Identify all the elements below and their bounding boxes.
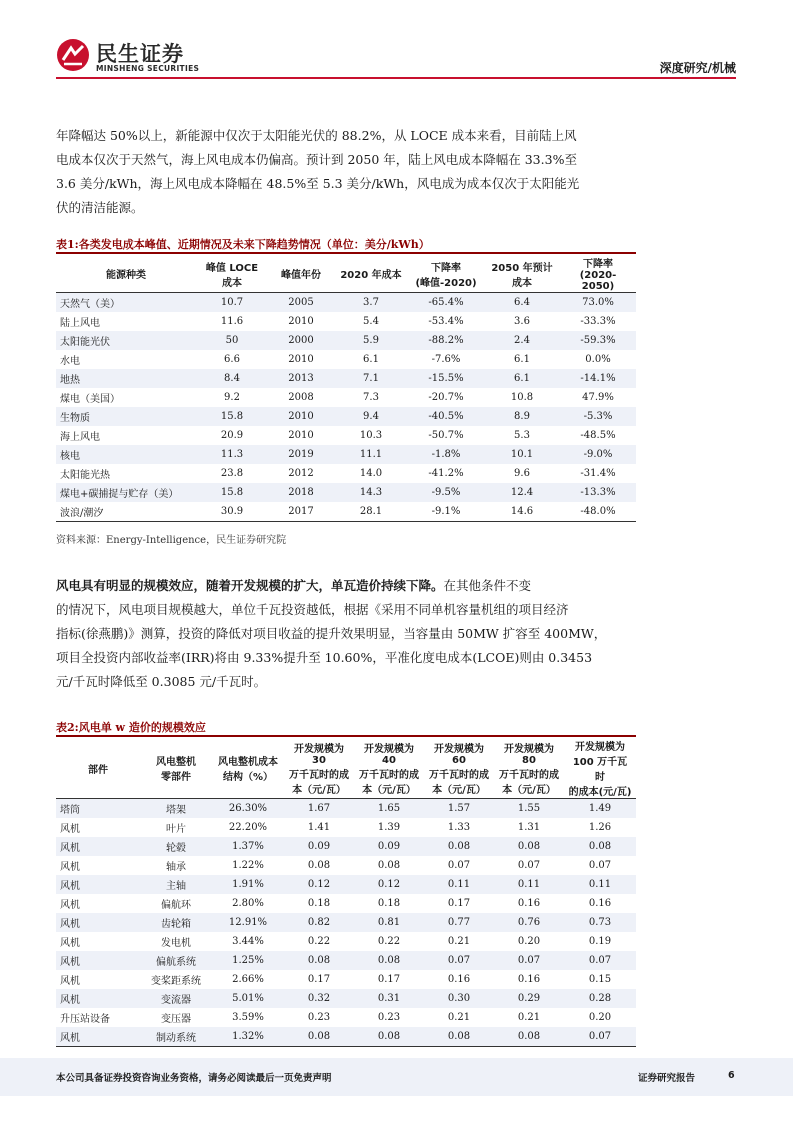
table-cell: -9.1% bbox=[408, 502, 484, 522]
table-cell: 0.20 bbox=[564, 1008, 636, 1027]
table-cell: 0.82 bbox=[284, 913, 354, 932]
table-cell: 风机 bbox=[56, 856, 140, 875]
table-cell: 14.3 bbox=[334, 483, 408, 502]
table-cell: 0.0% bbox=[560, 350, 636, 369]
table-cell: 47.9% bbox=[560, 388, 636, 407]
table-cell: 6.4 bbox=[484, 293, 560, 313]
table-cell: 0.19 bbox=[564, 932, 636, 951]
table-cell: 0.12 bbox=[354, 875, 424, 894]
table-cell: -88.2% bbox=[408, 331, 484, 350]
logo-text-cn: 民生证券 bbox=[96, 42, 184, 66]
table-cell: 3.7 bbox=[334, 293, 408, 313]
table-cell: 0.07 bbox=[494, 856, 564, 875]
table-cell: -13.3% bbox=[560, 483, 636, 502]
table-cell: 2008 bbox=[268, 388, 334, 407]
table-cell: -40.5% bbox=[408, 407, 484, 426]
table-cell: 28.1 bbox=[334, 502, 408, 522]
paragraph-line: 项目全投资内部收益率(IRR)将由 9.33%提升至 10.60%，平准化度电成本(LCOE)则由 0.3453 bbox=[56, 650, 593, 665]
table-cell: -33.3% bbox=[560, 312, 636, 331]
table-cell: 0.08 bbox=[284, 856, 354, 875]
table-cell: 2012 bbox=[268, 464, 334, 483]
table1-top-rule bbox=[56, 252, 636, 254]
table1-title: 表1:各类发电成本峰值、近期情况及未来下降趋势情况（单位：美分/kWh） bbox=[56, 238, 430, 251]
table-cell: 6.1 bbox=[484, 350, 560, 369]
table2-title: 表2:风电单 w 造价的规模效应 bbox=[56, 721, 206, 734]
page-number: 6 bbox=[728, 1070, 735, 1081]
table2-header: 风电整机 零部件 bbox=[140, 738, 212, 799]
table-cell: 6.6 bbox=[196, 350, 268, 369]
table-cell: 14.6 bbox=[484, 502, 560, 522]
table-cell: 风机 bbox=[56, 818, 140, 837]
table-cell: 太阳能光伏 bbox=[56, 331, 196, 350]
table-row bbox=[56, 331, 636, 350]
table2-top-rule bbox=[56, 735, 636, 737]
table-cell: 0.21 bbox=[424, 1008, 494, 1027]
table-cell: 偏航系统 bbox=[140, 951, 212, 970]
table-cell: 0.22 bbox=[354, 932, 424, 951]
table-row bbox=[56, 388, 636, 407]
table2-header: 开发规模为 40 万千瓦时的成 本（元/瓦） bbox=[354, 738, 424, 799]
table-cell: 10.8 bbox=[484, 388, 560, 407]
table-cell: 风机 bbox=[56, 837, 140, 856]
table-cell: 14.0 bbox=[334, 464, 408, 483]
table-cell: 0.09 bbox=[284, 837, 354, 856]
table-row bbox=[56, 502, 636, 522]
table-cell: 水电 bbox=[56, 350, 196, 369]
table-cell: 6.1 bbox=[484, 369, 560, 388]
scale-paragraph bbox=[56, 574, 612, 694]
table-cell: 0.07 bbox=[564, 1027, 636, 1047]
table-cell: 0.22 bbox=[284, 932, 354, 951]
page-header bbox=[0, 0, 793, 80]
table-cell: 风机 bbox=[56, 1027, 140, 1047]
table-cell: 叶片 bbox=[140, 818, 212, 837]
paragraph-lead: 风电具有明显的规模效应，随着开发规模的扩大，单瓦造价持续下降。 bbox=[56, 578, 444, 593]
table-cell: 0.12 bbox=[284, 875, 354, 894]
table-row bbox=[56, 312, 636, 331]
table1-header: 能源种类 bbox=[56, 255, 196, 293]
table-cell: 煤电+碳捕捉与贮存（美） bbox=[56, 483, 196, 502]
table-cell: 0.17 bbox=[354, 970, 424, 989]
table-cell: 0.16 bbox=[424, 970, 494, 989]
table-cell: 天然气（美） bbox=[56, 293, 196, 313]
table-cell: 齿轮箱 bbox=[140, 913, 212, 932]
table-cell: 偏航环 bbox=[140, 894, 212, 913]
table-cell: 0.28 bbox=[564, 989, 636, 1008]
table-cell: 0.16 bbox=[564, 894, 636, 913]
table-cell: 2013 bbox=[268, 369, 334, 388]
table1-source: 资料来源：Energy-Intelligence，民生证券研究院 bbox=[56, 535, 287, 546]
table-cell: 陆上风电 bbox=[56, 312, 196, 331]
table-cell: 20.9 bbox=[196, 426, 268, 445]
table-cell: 1.33 bbox=[424, 818, 494, 837]
table-cell: 50 bbox=[196, 331, 268, 350]
table-cell: 风机 bbox=[56, 875, 140, 894]
table-row bbox=[56, 426, 636, 445]
table-row bbox=[56, 837, 636, 856]
paragraph-line: 指标(徐燕鹏)》测算，投资的降低对项目收益的提升效果明显，当容量由 50MW 扩容至 400MW， bbox=[56, 626, 607, 641]
table-cell: 9.4 bbox=[334, 407, 408, 426]
table-cell: 0.08 bbox=[424, 1027, 494, 1047]
table-cell: 0.30 bbox=[424, 989, 494, 1008]
table-cell: 核电 bbox=[56, 445, 196, 464]
table-cell: 0.20 bbox=[494, 932, 564, 951]
table-cell: 塔筒 bbox=[56, 799, 140, 819]
table-cell: 1.25% bbox=[212, 951, 284, 970]
table1-header: 2020 年成本 bbox=[334, 255, 408, 293]
table-cell: 1.22% bbox=[212, 856, 284, 875]
table-cell: 0.08 bbox=[424, 837, 494, 856]
table-row bbox=[56, 913, 636, 932]
table-cell: 2010 bbox=[268, 407, 334, 426]
table-cell: 轮毂 bbox=[140, 837, 212, 856]
table-cell: -48.0% bbox=[560, 502, 636, 522]
table-cell: 制动系统 bbox=[140, 1027, 212, 1047]
section-label: 深度研究/机械 bbox=[659, 61, 736, 75]
table-row bbox=[56, 1027, 636, 1047]
table-cell: 1.41 bbox=[284, 818, 354, 837]
table-cell: -65.4% bbox=[408, 293, 484, 313]
table-cell: 1.26 bbox=[564, 818, 636, 837]
table-cell: -14.1% bbox=[560, 369, 636, 388]
table-cell: 0.08 bbox=[284, 951, 354, 970]
paragraph-line: 的情况下，风电项目规模越大，单位千瓦投资越低，根据《采用不同单机容量机组的项目经济 bbox=[56, 602, 569, 617]
table-cell: -50.7% bbox=[408, 426, 484, 445]
table-cell: 0.08 bbox=[354, 951, 424, 970]
table-row bbox=[56, 970, 636, 989]
table-row bbox=[56, 445, 636, 464]
table1-header: 2050 年预计 成本 bbox=[484, 255, 560, 293]
cost-table bbox=[56, 255, 636, 522]
table1-header: 峰值年份 bbox=[268, 255, 334, 293]
table-row bbox=[56, 799, 636, 819]
table-cell: 0.18 bbox=[354, 894, 424, 913]
table-row bbox=[56, 483, 636, 502]
table-cell: 3.44% bbox=[212, 932, 284, 951]
table-row bbox=[56, 932, 636, 951]
table-cell: 10.3 bbox=[334, 426, 408, 445]
table-cell: 12.4 bbox=[484, 483, 560, 502]
table-cell: 0.73 bbox=[564, 913, 636, 932]
table2-header: 开发规模为 60 万千瓦时的成 本（元/瓦） bbox=[424, 738, 494, 799]
table-cell: -5.3% bbox=[560, 407, 636, 426]
table-cell: 1.49 bbox=[564, 799, 636, 819]
table-cell: 11.3 bbox=[196, 445, 268, 464]
table-cell: 5.9 bbox=[334, 331, 408, 350]
table2-header: 风电整机成本 结构（%） bbox=[212, 738, 284, 799]
table-cell: 73.0% bbox=[560, 293, 636, 313]
table-cell: 0.11 bbox=[494, 875, 564, 894]
table-cell: 0.08 bbox=[564, 837, 636, 856]
table-cell: 地热 bbox=[56, 369, 196, 388]
table-cell: 10.1 bbox=[484, 445, 560, 464]
table-cell: 风机 bbox=[56, 989, 140, 1008]
table-cell: 1.31 bbox=[494, 818, 564, 837]
table-cell: 海上风电 bbox=[56, 426, 196, 445]
table-row bbox=[56, 894, 636, 913]
table-row bbox=[56, 293, 636, 313]
paragraph-line: 伏的清洁能源。 bbox=[56, 200, 144, 215]
table-cell: 5.01% bbox=[212, 989, 284, 1008]
table-cell: 12.91% bbox=[212, 913, 284, 932]
table-cell: 23.8 bbox=[196, 464, 268, 483]
table-cell: 8.9 bbox=[484, 407, 560, 426]
table-cell: 风机 bbox=[56, 970, 140, 989]
table-cell: 3.6 bbox=[484, 312, 560, 331]
table-cell: 变压器 bbox=[140, 1008, 212, 1027]
table-cell: 0.77 bbox=[424, 913, 494, 932]
table-cell: 5.3 bbox=[484, 426, 560, 445]
table-cell: 0.23 bbox=[354, 1008, 424, 1027]
table-cell: 0.08 bbox=[354, 1027, 424, 1047]
table-row bbox=[56, 875, 636, 894]
table-cell: 7.3 bbox=[334, 388, 408, 407]
table1-header: 下降率 (峰值-2020) bbox=[408, 255, 484, 293]
table-cell: 6.1 bbox=[334, 350, 408, 369]
table-cell: 1.91% bbox=[212, 875, 284, 894]
table-cell: -9.5% bbox=[408, 483, 484, 502]
table-cell: 1.55 bbox=[494, 799, 564, 819]
table-cell: 5.4 bbox=[334, 312, 408, 331]
table-cell: 0.07 bbox=[564, 856, 636, 875]
table-cell: 风机 bbox=[56, 932, 140, 951]
table-cell: 10.7 bbox=[196, 293, 268, 313]
header-divider bbox=[56, 77, 736, 79]
table-cell: 0.16 bbox=[494, 970, 564, 989]
table-row bbox=[56, 818, 636, 837]
table-cell: 0.31 bbox=[354, 989, 424, 1008]
minsheng-logo-icon bbox=[56, 38, 90, 72]
table-row bbox=[56, 464, 636, 483]
table-cell: 0.11 bbox=[564, 875, 636, 894]
table-row bbox=[56, 856, 636, 875]
table-cell: 0.08 bbox=[494, 837, 564, 856]
table-cell: 太阳能光热 bbox=[56, 464, 196, 483]
table-cell: 11.6 bbox=[196, 312, 268, 331]
table-cell: 轴承 bbox=[140, 856, 212, 875]
table2-header: 部件 bbox=[56, 738, 140, 799]
table-cell: 8.4 bbox=[196, 369, 268, 388]
table-cell: 2018 bbox=[268, 483, 334, 502]
table-cell: 22.20% bbox=[212, 818, 284, 837]
table-cell: 7.1 bbox=[334, 369, 408, 388]
table-cell: 1.37% bbox=[212, 837, 284, 856]
table-cell: -9.0% bbox=[560, 445, 636, 464]
table-row bbox=[56, 1008, 636, 1027]
table-cell: -31.4% bbox=[560, 464, 636, 483]
table-cell: 9.6 bbox=[484, 464, 560, 483]
table-cell: 0.17 bbox=[424, 894, 494, 913]
table-cell: 波浪/潮汐 bbox=[56, 502, 196, 522]
paragraph-line: 年降幅达 50%以上，新能源中仅次于太阳能光伏的 88.2%，从 LOCE 成本来看，目前陆上风 bbox=[56, 128, 577, 143]
table-cell: -59.3% bbox=[560, 331, 636, 350]
table-cell: -15.5% bbox=[408, 369, 484, 388]
paragraph-line: 元/千瓦时降低至 0.3085 元/千瓦时。 bbox=[56, 674, 267, 689]
table-cell: 0.23 bbox=[284, 1008, 354, 1027]
table-cell: 变桨距系统 bbox=[140, 970, 212, 989]
table-cell: 0.07 bbox=[424, 951, 494, 970]
table-cell: 9.2 bbox=[196, 388, 268, 407]
table-cell: 0.09 bbox=[354, 837, 424, 856]
table-cell: -7.6% bbox=[408, 350, 484, 369]
table-cell: 0.07 bbox=[564, 951, 636, 970]
table-cell: 主轴 bbox=[140, 875, 212, 894]
table-cell: -48.5% bbox=[560, 426, 636, 445]
table-cell: 0.07 bbox=[494, 951, 564, 970]
table-cell: -53.4% bbox=[408, 312, 484, 331]
table-cell: 2010 bbox=[268, 350, 334, 369]
table-cell: 0.29 bbox=[494, 989, 564, 1008]
table-cell: 1.65 bbox=[354, 799, 424, 819]
table-row bbox=[56, 989, 636, 1008]
footer-report-type: 证券研究报告 bbox=[638, 1073, 696, 1084]
logo-text-en: MINSHENG SECURITIES bbox=[96, 64, 200, 73]
table-cell: -20.7% bbox=[408, 388, 484, 407]
table-cell: -1.8% bbox=[408, 445, 484, 464]
footer-disclaimer: 本公司具备证券投资咨询业务资格，请务必阅读最后一页免责声明 bbox=[56, 1073, 332, 1084]
table-cell: 0.11 bbox=[424, 875, 494, 894]
table-cell: 0.18 bbox=[284, 894, 354, 913]
table-cell: 11.1 bbox=[334, 445, 408, 464]
table-cell: 0.16 bbox=[494, 894, 564, 913]
table-cell: 15.8 bbox=[196, 407, 268, 426]
table-row bbox=[56, 407, 636, 426]
table1-header: 峰值 LOCE 成本 bbox=[196, 255, 268, 293]
table-cell: 1.39 bbox=[354, 818, 424, 837]
table-cell: 风机 bbox=[56, 913, 140, 932]
table-cell: 1.67 bbox=[284, 799, 354, 819]
table-cell: 2017 bbox=[268, 502, 334, 522]
table-cell: 1.57 bbox=[424, 799, 494, 819]
paragraph-line: 电成本仅次于天然气，海上风电成本仍偏高。预计到 2050 年，陆上风电成本降幅在 33.3%至 bbox=[56, 152, 577, 167]
table-cell: 30.9 bbox=[196, 502, 268, 522]
table-cell: 升压站设备 bbox=[56, 1008, 140, 1027]
table1-header: 下降率 (2020-2050) bbox=[560, 255, 636, 293]
table-cell: 26.30% bbox=[212, 799, 284, 819]
table-cell: 2000 bbox=[268, 331, 334, 350]
table2-header: 开发规模为 100 万千瓦时 的成本(元/瓦) bbox=[564, 738, 636, 799]
table-row bbox=[56, 350, 636, 369]
table2-header: 开发规模为 30 万千瓦时的成 本（元/瓦） bbox=[284, 738, 354, 799]
table-cell: 2.4 bbox=[484, 331, 560, 350]
table-cell: 生物质 bbox=[56, 407, 196, 426]
table-cell: 变流器 bbox=[140, 989, 212, 1008]
paragraph-line: 3.6 美分/kWh，海上风电成本降幅在 48.5%至 5.3 美分/kWh，风电成为成本仅次于太阳能光 bbox=[56, 176, 580, 191]
intro-paragraph bbox=[56, 124, 612, 220]
table-cell: -41.2% bbox=[408, 464, 484, 483]
table-cell: 3.59% bbox=[212, 1008, 284, 1027]
table-cell: 0.08 bbox=[494, 1027, 564, 1047]
table-cell: 0.15 bbox=[564, 970, 636, 989]
table-row bbox=[56, 369, 636, 388]
table-cell: 0.21 bbox=[494, 1008, 564, 1027]
table-cell: 0.81 bbox=[354, 913, 424, 932]
table-cell: 风机 bbox=[56, 951, 140, 970]
table-cell: 2010 bbox=[268, 312, 334, 331]
table-cell: 2019 bbox=[268, 445, 334, 464]
table2-header: 开发规模为 80 万千瓦时的成 本（元/瓦） bbox=[494, 738, 564, 799]
paragraph-line: 风电具有明显的规模效应，随着开发规模的扩大，单瓦造价持续下降。在其他条件不变 bbox=[56, 578, 532, 593]
table-cell: 0.76 bbox=[494, 913, 564, 932]
table-cell: 1.32% bbox=[212, 1027, 284, 1047]
table-cell: 0.32 bbox=[284, 989, 354, 1008]
table-cell: 0.21 bbox=[424, 932, 494, 951]
table-cell: 0.07 bbox=[424, 856, 494, 875]
table-cell: 15.8 bbox=[196, 483, 268, 502]
table-row bbox=[56, 951, 636, 970]
scale-effect-table bbox=[56, 738, 636, 1047]
table-cell: 2.80% bbox=[212, 894, 284, 913]
table-cell: 0.08 bbox=[284, 1027, 354, 1047]
table-cell: 发电机 bbox=[140, 932, 212, 951]
table-cell: 2005 bbox=[268, 293, 334, 313]
table-cell: 2010 bbox=[268, 426, 334, 445]
table-cell: 塔架 bbox=[140, 799, 212, 819]
table-cell: 2.66% bbox=[212, 970, 284, 989]
table-cell: 0.17 bbox=[284, 970, 354, 989]
table-cell: 煤电（美国） bbox=[56, 388, 196, 407]
table-cell: 风机 bbox=[56, 894, 140, 913]
table-cell: 0.08 bbox=[354, 856, 424, 875]
